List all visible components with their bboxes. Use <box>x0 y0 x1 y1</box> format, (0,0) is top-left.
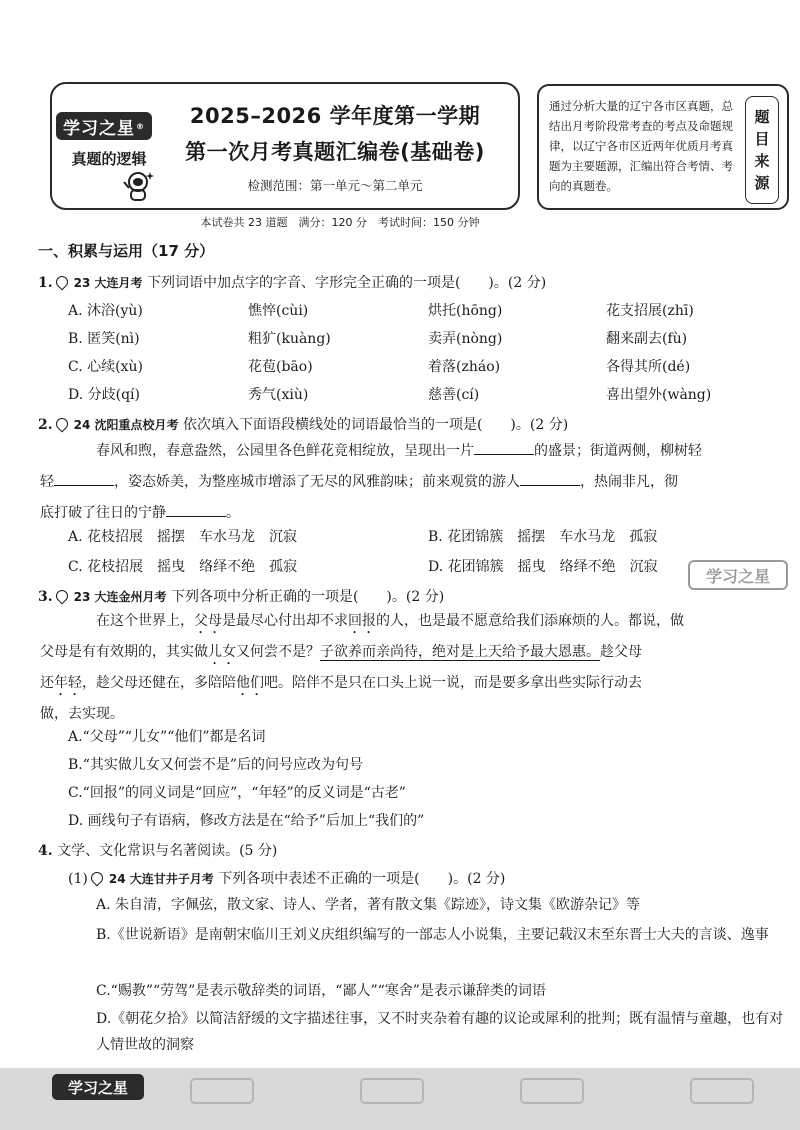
title-line-1: 2025–2026 学年度第一学期 <box>189 104 481 128</box>
q1-option-d-1: D. 分歧(qí) <box>68 387 140 403</box>
question-3-stem: 3. 23 大连金州月考 下列各项中分析正确的一项是( )。(2 分) <box>38 589 445 605</box>
location-pin-icon <box>53 416 70 433</box>
source-tag: 题 目 来 源 <box>745 96 779 204</box>
q2-option-d: D. 花团锦簇 摇曳 络绎不绝 沉寂 <box>428 559 658 575</box>
footer-pattern <box>690 1078 754 1104</box>
astronaut-mascot-icon <box>120 168 156 204</box>
source-description: 通过分析大量的辽宁各市区真题，总结出月考阶段常考查的考点及命题规律，以辽宁各市区近两年优质月考真题为主要题源，汇编出符合考情、考向的真题卷。 <box>549 99 733 193</box>
q1-option-d-4: 喜出望外(wàng) <box>606 387 712 403</box>
q4-option-c: C.“赐教”“劳驾”是表示敬辞类的词语，“鄙人”“寒舍”是表示谦辞类的词语 <box>96 983 546 999</box>
q1-option-b-1: B. 匿笑(nì) <box>68 331 140 347</box>
slogan: 真题的逻辑 <box>71 150 147 168</box>
footer-pattern <box>190 1078 254 1104</box>
blank-3[interactable] <box>520 473 580 486</box>
location-pin-icon <box>88 870 105 887</box>
title-line-2: 第一次月考真题汇编卷(基础卷) <box>185 140 485 164</box>
location-pin-icon <box>53 274 70 291</box>
q3-option-a: A.“父母”“儿女”“他们”都是名词 <box>68 729 266 745</box>
underlined-sentence: 子欲养而亲尚待，绝对是上天给予最大恩惠。 <box>320 644 600 660</box>
footer-pattern <box>520 1078 584 1104</box>
question-4-1-stem: (1) 24 大连甘井子月考 下列各项中表述不正确的一项是( )。(2 分) <box>68 871 506 887</box>
q1-option-c-1: C. 心续(xù) <box>68 359 143 375</box>
q4-option-b: B.《世说新语》是南朝宋临川王刘义庆组织编写的一部志人小说集，主要记载汉末至东晋士大夫的言谈、逸事 <box>96 927 769 943</box>
q3-option-b: B.“其实做儿女又何尝不是”后的问号应改为句号 <box>68 757 364 773</box>
brand-logo: 学习之星 ® <box>56 112 152 140</box>
q1-option-a-2: 憔悴(cùi) <box>248 303 309 319</box>
footer-pattern <box>360 1078 424 1104</box>
question-2-stem: 2. 24 沈阳重点校月考 依次填入下面语段横线处的词语最恰当的一项是( )。(2 分) <box>38 417 569 433</box>
q2-option-b: B. 花团锦簇 摇摆 车水马龙 孤寂 <box>428 529 658 545</box>
q1-option-c-2: 花苞(bāo) <box>248 359 313 375</box>
q1-option-b-3: 卖弄(nòng) <box>428 331 503 347</box>
question-2-passage: 春风和煦，春意盎然，公园里各色鲜花竞相绽放，呈现出一片 的盛景；街道两侧，柳树轻 轻 ，姿态娇美，为整座城市增添了无尽的风雅韵味；前来观赏的游人 ，热闹非凡，彻 底打破了往日的宁静 。 <box>40 443 702 521</box>
watermark-logo: 学习之星 <box>688 560 788 590</box>
footer-logo: 学习之星 <box>52 1074 144 1100</box>
question-4-stem: 4. 文学、文化常识与名著阅读。(5 分) <box>38 843 278 859</box>
question-3-passage: 在这个世界上，父母是最尽心付出却不求回报的人，也是最不愿意给我们添麻烦的人。都说，做 父母是有有效期的，其实做儿女又何尝不是？子欲养而亲尚待，绝对是上天给予最大恩惠。趁父母 还年轻，趁父母还健在，多陪陪他们吧。陪伴不是只在口头上说一说，而是要多拿出些实际行动去 做，去实现。 <box>40 613 684 722</box>
blank-4[interactable] <box>166 504 226 517</box>
q1-option-a-3: 烘托(hōng) <box>428 303 503 319</box>
section-heading: 一、积累与运用（17 分） <box>38 242 215 260</box>
question-1-stem: 1. 23 大连月考 下列词语中加点字的字音、字形完全正确的一项是( )。(2 分) <box>38 275 547 291</box>
q2-option-a: A. 花枝招展 摇摆 车水马龙 沉寂 <box>68 529 298 545</box>
q4-option-a: A. 朱自清，字佩弦，散文家、诗人、学者，著有散文集《踪迹》，诗文集《欧游杂记》等 <box>96 897 641 913</box>
location-pin-icon <box>53 588 70 605</box>
blank-1[interactable] <box>474 442 534 455</box>
q1-option-b-2: 粗犷(kuàng) <box>248 331 331 347</box>
q1-option-c-3: 着落(zháo) <box>428 359 501 375</box>
q1-option-d-2: 秀气(xiù) <box>248 387 309 403</box>
blank-2[interactable] <box>54 473 114 486</box>
q1-option-b-4: 翻来副去(fù) <box>606 331 688 347</box>
q4-option-d: D.《朝花夕拾》以简洁舒缓的文字描述往事，又不时夹杂着有趣的议论或犀利的批判；既有温情与童趣，也有对人情世故的洞察 <box>96 1011 784 1053</box>
exam-info: 本试卷共 23 道题 满分：120 分 考试时间：150 分钟 <box>200 216 480 229</box>
q2-option-c: C. 花枝招展 摇曳 络绎不绝 孤寂 <box>68 559 298 575</box>
q3-option-c: C.“回报”的同义词是“回应”，“年轻”的反义词是“古老” <box>68 785 406 801</box>
q1-option-a-1: A. 沐浴(yù) <box>68 303 143 319</box>
q1-option-d-3: 慈善(cí) <box>428 387 480 403</box>
q3-option-d: D. 画线句子有语病，修改方法是在“给予”后加上“我们的” <box>68 813 425 829</box>
q1-option-a-4: 花支招展(zhī) <box>606 303 694 319</box>
test-scope: 检测范围：第一单元～第二单元 <box>247 178 423 193</box>
q1-option-c-4: 各得其所(dé) <box>606 359 691 375</box>
